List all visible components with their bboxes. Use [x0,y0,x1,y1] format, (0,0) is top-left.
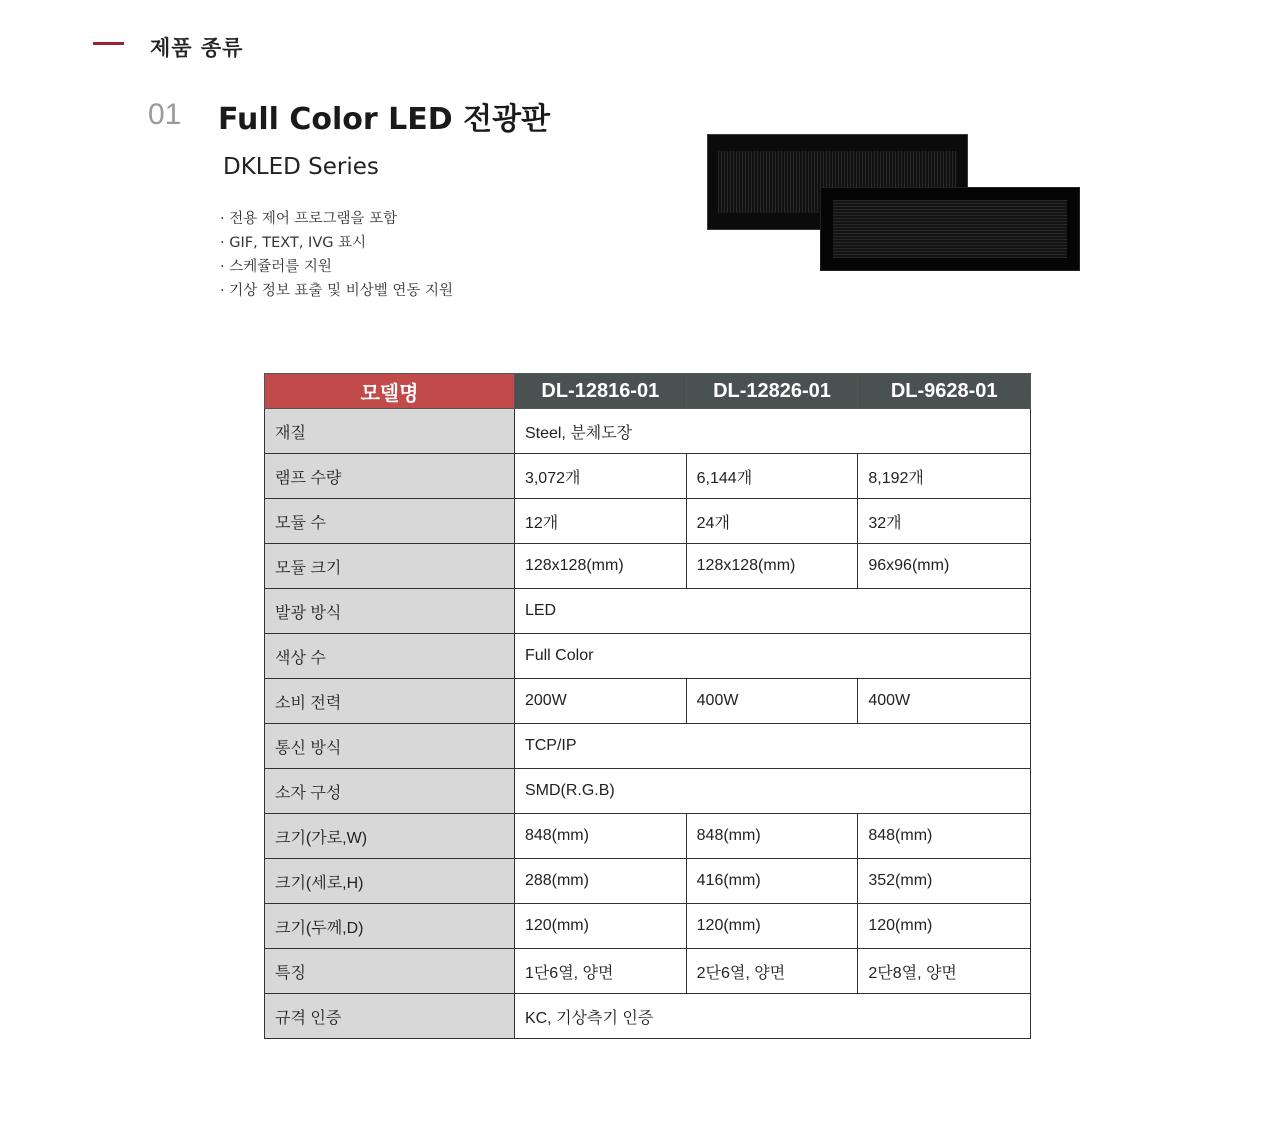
table-row [265,679,1031,724]
row-value-model-3: 120(mm) [858,904,1031,949]
table-row [265,454,1031,499]
row-value-model-2: 120(mm) [686,904,858,949]
row-value-model-3: 96x96(mm) [858,544,1031,589]
row-label: 크기(두께,D) [265,904,515,949]
product-series: DKLED Series [223,154,379,180]
table-row [265,589,1031,634]
row-label: 특징 [265,949,515,994]
header-model-3: DL-9628-01 [858,374,1031,409]
row-value-all-models: Full Color [514,634,1030,679]
row-value-model-1: 3,072개 [514,454,686,499]
row-label: 규격 인증 [265,994,515,1039]
feature-item: · 전용 제어 프로그램을 포함 [220,211,398,227]
row-value-model-3: 8,192개 [858,454,1031,499]
spec-header-row [265,374,1031,409]
row-value-all-models: SMD(R.G.B) [514,769,1030,814]
feature-list [220,207,453,303]
product-number: 01 [148,98,182,131]
row-value-model-3: 352(mm) [858,859,1031,904]
row-label: 소비 전력 [265,679,515,724]
row-value-model-1: 288(mm) [514,859,686,904]
table-row [265,544,1031,589]
table-row [265,769,1031,814]
row-value-model-2: 128x128(mm) [686,544,858,589]
row-label: 램프 수량 [265,454,515,499]
row-value-model-3: 2단8열, 양면 [858,949,1031,994]
row-label: 발광 방식 [265,589,515,634]
row-label: 재질 [265,409,515,454]
table-row [265,409,1031,454]
row-value-model-1: 1단6열, 양면 [514,949,686,994]
product-title: Full Color LED 전광판 [218,102,551,137]
feature-item: · 기상 정보 표출 및 비상벨 연동 지원 [220,283,453,299]
row-value-all-models: KC, 기상측기 인증 [514,994,1030,1039]
row-label: 크기(세로,H) [265,859,515,904]
row-value-model-3: 848(mm) [858,814,1031,859]
row-label: 색상 수 [265,634,515,679]
row-value-model-2: 6,144개 [686,454,858,499]
section-title: 제품 종류 [150,36,244,60]
feature-item: · GIF, TEXT, IVG 표시 [220,235,367,251]
header-model-2: DL-12826-01 [686,374,858,409]
row-label: 소자 구성 [265,769,515,814]
row-label: 모듈 수 [265,499,515,544]
row-value-model-1: 128x128(mm) [514,544,686,589]
row-value-model-2: 400W [686,679,858,724]
table-row [265,499,1031,544]
row-label: 통신 방식 [265,724,515,769]
table-row [265,634,1031,679]
row-value-all-models: LED [514,589,1030,634]
spec-table [264,373,1031,1039]
row-value-model-3: 400W [858,679,1031,724]
feature-item: · 스케쥴러를 지원 [220,259,332,275]
row-label: 모듈 크기 [265,544,515,589]
row-value-model-1: 12개 [514,499,686,544]
table-row [265,724,1031,769]
row-value-model-1: 848(mm) [514,814,686,859]
header-model-1: DL-12816-01 [514,374,686,409]
table-row [265,904,1031,949]
table-row [265,859,1031,904]
section-accent-line [93,42,124,45]
row-label: 크기(가로,W) [265,814,515,859]
row-value-model-2: 2단6열, 양면 [686,949,858,994]
spec-body [265,409,1031,1039]
row-value-model-1: 200W [514,679,686,724]
row-value-all-models: TCP/IP [514,724,1030,769]
table-row [265,949,1031,994]
row-value-model-2: 24개 [686,499,858,544]
row-value-all-models: Steel, 분체도장 [514,409,1030,454]
row-value-model-1: 120(mm) [514,904,686,949]
row-value-model-2: 848(mm) [686,814,858,859]
row-value-model-3: 32개 [858,499,1031,544]
table-row [265,994,1031,1039]
table-row [265,814,1031,859]
row-value-model-2: 416(mm) [686,859,858,904]
led-panel-image-front [820,187,1080,271]
header-model-label: 모델명 [265,374,515,409]
